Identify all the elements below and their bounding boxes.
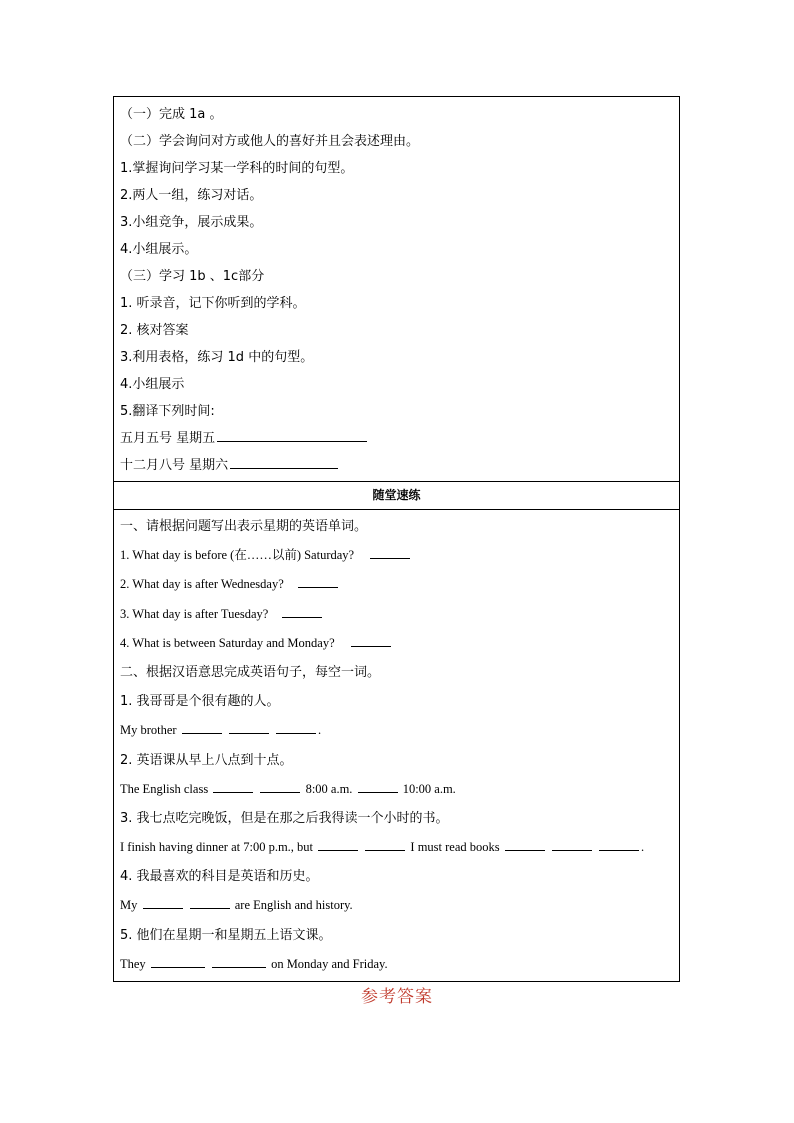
question-2 — [120, 570, 673, 599]
answer-blank[interactable] — [282, 603, 322, 618]
activity-line-1: （一）完成 1a 。 — [120, 107, 223, 122]
activity-line-5: 3.小组竞争，展示成果。 — [120, 215, 263, 230]
answer-blank[interactable] — [143, 894, 183, 909]
answer-blank[interactable] — [318, 836, 358, 851]
activity-line-3: 1.掌握询问学习某一学科的时间的句型。 — [120, 161, 354, 176]
translate-item-1 — [120, 425, 673, 452]
question-3 — [120, 600, 673, 629]
sentence-text: on Monday and Friday. — [271, 956, 388, 971]
answer-blank[interactable] — [298, 573, 338, 588]
answer-blank[interactable] — [599, 836, 639, 851]
activity-line-2: （二）学会询问对方或他人的喜好并且会表述理由。 — [120, 134, 420, 149]
question-text: 1. What day is before (在……以前) Saturday? — [120, 548, 355, 563]
activity-line-9: 2. 核对答案 — [120, 323, 189, 338]
sentence-text: 8:00 a.m. — [305, 781, 353, 796]
sentence-3-english — [120, 833, 673, 862]
answer-key-title: 参考答案 — [361, 987, 433, 1007]
answer-blank[interactable] — [276, 719, 316, 734]
answer-blank[interactable] — [358, 778, 398, 793]
sentence-end: . — [317, 723, 322, 738]
answer-blank[interactable] — [365, 836, 405, 851]
activity-line-7: （三）学习 1b 、1c部分 — [120, 269, 265, 284]
answer-blank[interactable] — [151, 953, 205, 968]
question-text: 2. What day is after Wednesday? — [120, 577, 284, 592]
practice-section — [114, 510, 679, 981]
sentence-text: are English and history. — [234, 898, 353, 913]
sentence-4-english — [120, 891, 673, 920]
answer-blank[interactable] — [229, 719, 269, 734]
sentence-text: 10:00 a.m. — [402, 781, 456, 796]
answer-blank[interactable] — [213, 778, 253, 793]
sentence-2-chinese: 2. 英语课从早上八点到十点。 — [120, 752, 293, 768]
sentence-text: My — [120, 898, 138, 913]
translate-prompt-2: 十二月八号 星期六 — [120, 458, 229, 473]
sentence-text: I finish having dinner at 7:00 p.m., but — [120, 840, 314, 855]
sentence-1-chinese: 1. 我哥哥是个很有趣的人。 — [120, 694, 280, 710]
part1-title: 一、请根据问题写出表示星期的英语单词。 — [120, 519, 368, 534]
practice-header: 随堂速练 — [114, 481, 679, 510]
sentence-5-english — [120, 950, 673, 979]
answer-blank[interactable] — [217, 427, 367, 442]
answer-blank[interactable] — [260, 778, 300, 793]
sentence-text: My brother — [120, 723, 177, 738]
sentence-2-english — [120, 775, 673, 804]
sentence-3-chinese: 3. 我七点吃完晚饭，但是在那之后我得读一个小时的书。 — [120, 810, 449, 826]
sentence-4-chinese: 4. 我最喜欢的科目是英语和历史。 — [120, 869, 319, 885]
question-text: 4. What is between Saturday and Monday? — [120, 635, 335, 650]
sentence-5-chinese: 5. 他们在星期一和星期五上语文课。 — [120, 927, 332, 943]
translate-item-2 — [120, 452, 673, 479]
activity-line-12: 5.翻译下列时间: — [120, 404, 215, 419]
question-text: 3. What day is after Tuesday? — [120, 606, 269, 621]
part2-title: 二、根据汉语意思完成英语句子，每空一词。 — [120, 664, 381, 680]
activity-line-11: 4.小组展示 — [120, 377, 185, 392]
question-4 — [120, 629, 673, 658]
sentence-1-english — [120, 716, 673, 745]
worksheet-table — [113, 96, 680, 982]
activity-line-8: 1. 听录音，记下你听到的学科。 — [120, 296, 306, 311]
question-1 — [120, 541, 673, 570]
sentence-text: The English class — [120, 781, 209, 796]
translate-prompt-1: 五月五号 星期五 — [120, 431, 216, 446]
answer-blank[interactable] — [351, 632, 391, 647]
answer-blank[interactable] — [182, 719, 222, 734]
sentence-end: . — [641, 840, 645, 855]
sentence-text: They — [120, 956, 146, 971]
activity-line-6: 4.小组展示。 — [120, 242, 198, 257]
activity-section — [114, 97, 679, 481]
activity-line-10: 3.利用表格，练习 1d 中的句型。 — [120, 350, 314, 365]
answer-blank[interactable] — [505, 836, 545, 851]
activity-line-4: 2.两人一组，练习对话。 — [120, 188, 263, 203]
answer-blank[interactable] — [552, 836, 592, 851]
sentence-text: I must read books — [410, 840, 500, 855]
answer-blank[interactable] — [190, 894, 230, 909]
answer-blank[interactable] — [370, 544, 410, 559]
answer-blank[interactable] — [230, 454, 338, 469]
answer-blank[interactable] — [212, 953, 266, 968]
